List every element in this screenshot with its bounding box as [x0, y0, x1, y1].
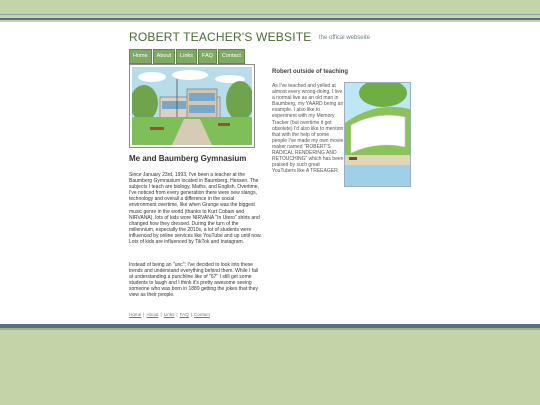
school-photo	[129, 64, 255, 148]
footer-separator: |	[143, 312, 145, 317]
footer-link-contact[interactable]: Contact	[194, 312, 210, 317]
footer-link-faq[interactable]: FAQ	[179, 312, 189, 317]
nav-contact[interactable]: Contact	[218, 49, 245, 64]
nav-faq[interactable]: FAQ	[198, 49, 217, 64]
main-paragraph-2: Instead of being an "unc": I've decided to look into these trends and understand everything behind them. While I fail at understanding a punchline like of "67" I still get some students to laugh and I think it's pretty awesome seeing someone who was born in 1889 getting the jokes that they view as their people.	[129, 262, 259, 299]
site-tagline: the offical webseite	[319, 35, 370, 41]
nav-about[interactable]: About	[153, 49, 175, 64]
footer-links	[129, 312, 210, 317]
site-title: ROBERT TEACHER'S WEBSITE	[129, 30, 312, 44]
yard-photo	[344, 82, 411, 187]
footer-link-about[interactable]: About	[146, 312, 159, 317]
main-paragraph-1: Since January 23rd, 1993, I've been a teacher at the Baumberg Gymnasium located in Baumberg, Hessen. The subjects I teach are biology, Maths, and English. Overtime, I've noticed from every generation there were new slangs, technology and overall a difference in the social environment overtime, like when Grunge was the biggest music genre in the world (thanks to Kurt Cobain and NIRVANA), lots of kids wore NIRVANA "In Utero" shirts and changed how they dressed. During the turn of the millennium, especially the 2010s, a lot of students were influenced by online services like YouTube and up until now. Lots of kids are influenced by TikTok and Instagram.	[129, 172, 262, 246]
top-stripe	[0, 0, 540, 20]
sidebar-heading: Robert outside of teaching	[272, 69, 349, 75]
footer-separator: |	[176, 312, 178, 317]
nav-home[interactable]: Home	[129, 49, 152, 64]
school-illustration	[132, 67, 252, 145]
page-content	[0, 22, 540, 324]
nav-links[interactable]: Links	[176, 49, 197, 64]
footer-separator: |	[160, 312, 162, 317]
yard-illustration	[345, 83, 410, 186]
footer-link-home[interactable]: Home	[129, 312, 142, 317]
footer-link-links[interactable]: Links	[163, 312, 175, 317]
main-heading: Me and Baumberg Gymnasium	[129, 154, 247, 163]
sidebar-text: As I've teached and yelled at almost every wrong-doing, I live a normal live as an old man in Baumberg, my YAARD being an example. I also like to experiment with my Memory Tracker (but overtime it got obsolete) I'd also like to mention that with the help of some people I've made my own movie maker named "ROBERT'S RADICAL RENDERING AND RETOUCHING" which has been praised by such great YouTubers like A TREEAGER.	[272, 83, 344, 175]
main-nav	[129, 49, 245, 64]
footer-separator: |	[190, 312, 193, 317]
bottom-stripe	[0, 324, 540, 328]
